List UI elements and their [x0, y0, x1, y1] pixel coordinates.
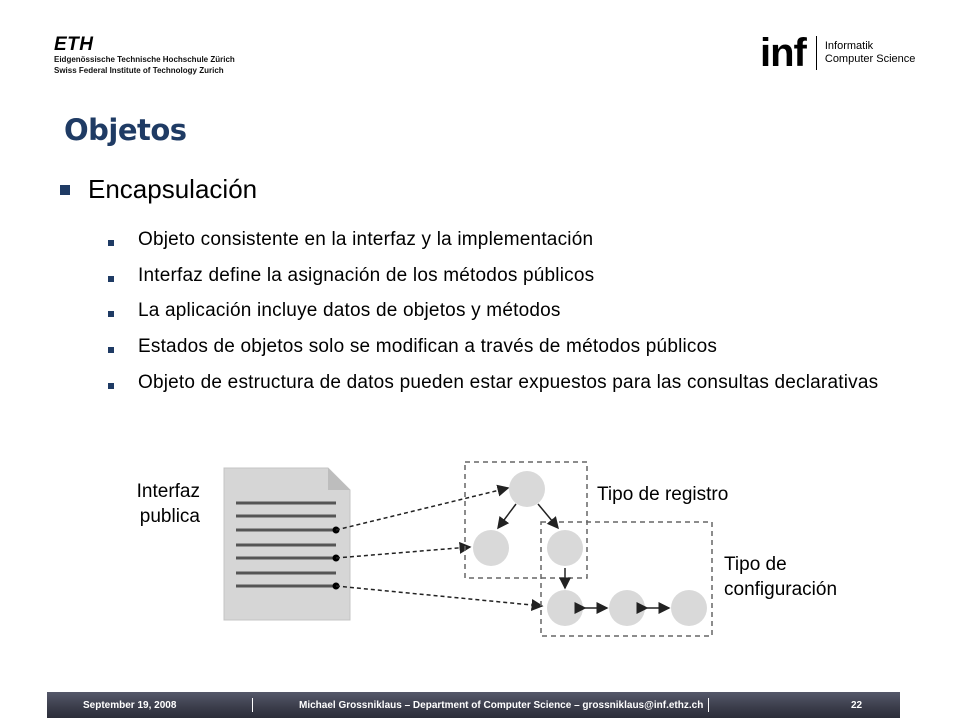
footer-page-number: 22 [851, 700, 863, 711]
main-bullet-text: Encapsulación [88, 174, 258, 204]
slide-title: Objetos [64, 113, 187, 147]
config-label-line2: configuración [724, 579, 838, 600]
sub-bullet-text: La aplicación incluye datos de objetos y métodos [138, 300, 561, 321]
inf-line-2: Computer Science [824, 53, 916, 65]
interface-arrow [336, 586, 542, 606]
footer-separator [252, 698, 253, 712]
config-label-line1: Tipo de [724, 554, 787, 575]
sub-bullet-text: Estados de objetos solo se modifican a través de métodos públicos [138, 336, 718, 357]
interface-label-line1: Interfaz [136, 481, 200, 502]
record-type-label: Tipo de registro [597, 484, 729, 505]
eth-name-de: Eidgenössische Technische Hochschule Zürich [54, 55, 235, 64]
node [473, 530, 509, 566]
footer-separator [708, 698, 709, 712]
footer-author: Michael Grossniklaus – Department of Computer Science – grossniklaus@inf.ethz.ch [299, 700, 704, 711]
footer-date: September 19, 2008 [83, 700, 177, 711]
node [509, 471, 545, 507]
eth-logo: ETH [54, 34, 94, 55]
inf-line-1: Informatik [824, 40, 874, 52]
eth-name-en: Swiss Federal Institute of Technology Zurich [54, 66, 224, 75]
sub-bullet-text: Interfaz define la asignación de los métodos públicos [138, 265, 595, 286]
node [547, 590, 583, 626]
sub-bullet-text: Objeto de estructura de datos pueden estar expuestos para las consultas declarativas [138, 372, 879, 393]
interface-label [118, 479, 200, 529]
inf-logo: inf [760, 31, 806, 75]
node [547, 530, 583, 566]
sub-bullet-text: Objeto consistente en la interfaz y la implementación [138, 229, 594, 250]
document-icon [224, 468, 350, 620]
tree-edge [498, 504, 516, 528]
interface-label-line2: publica [139, 506, 200, 527]
footer-bar [47, 692, 900, 718]
node [609, 590, 645, 626]
node [671, 590, 707, 626]
interface-arrow [336, 547, 470, 558]
config-type-label [724, 552, 837, 602]
interface-arrow [336, 488, 508, 530]
